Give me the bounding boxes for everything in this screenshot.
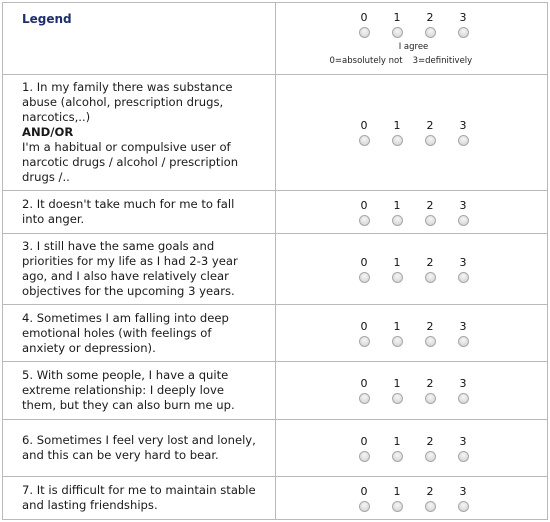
answer-scale	[275, 191, 548, 234]
legend-min-note: 0=absolutely not	[329, 56, 403, 66]
q7-radio-3[interactable]	[458, 501, 469, 512]
scale-label: 0	[360, 255, 368, 269]
question-row-5	[3, 362, 548, 420]
question-row-4	[3, 305, 548, 362]
q4-radio-3[interactable]	[458, 336, 469, 347]
scale-label-3: 3	[459, 11, 467, 24]
scale-label: 1	[393, 434, 401, 448]
question-7-text: 7. It is difficult for me to maintain stable and lasting friendships.	[3, 477, 276, 520]
q6-radio-1[interactable]	[392, 451, 403, 462]
answer-scale	[275, 477, 548, 520]
question-row-3	[3, 234, 548, 305]
legend-radio-3	[458, 27, 469, 38]
q4-radio-2[interactable]	[425, 336, 436, 347]
question-1-bold: AND/OR	[22, 125, 74, 139]
answer-scale	[275, 305, 548, 362]
scale-label: 0	[360, 484, 368, 498]
scale-label: 2	[426, 255, 434, 269]
q3-radio-3[interactable]	[458, 272, 469, 283]
scale-label: 3	[459, 377, 467, 390]
q4-radio-1[interactable]	[392, 336, 403, 347]
scale-label: 0	[360, 434, 368, 448]
q2-radio-1[interactable]	[392, 215, 403, 226]
q1-radio-1[interactable]	[392, 135, 403, 146]
scale-label: 2	[426, 434, 434, 448]
question-row-2	[3, 191, 548, 234]
scale-label: 3	[459, 434, 467, 448]
survey-table	[2, 2, 548, 520]
legend-radio-1	[392, 27, 403, 38]
answer-scale	[275, 75, 548, 191]
question-5-text: 5. With some people, I have a quite extreme relationship: I deeply love them, but they can also burn me up.	[3, 362, 276, 420]
legend-radio-2	[425, 27, 436, 38]
scale-label: 1	[393, 198, 401, 212]
legend-title: Legend	[3, 3, 276, 75]
question-row-7	[3, 477, 548, 520]
scale-label: 3	[459, 119, 467, 132]
q7-radio-2[interactable]	[425, 501, 436, 512]
question-text	[3, 75, 276, 191]
q4-radio-0[interactable]	[359, 336, 370, 347]
scale-label: 0	[360, 319, 368, 333]
q5-radio-1[interactable]	[392, 393, 403, 404]
q2-radio-2[interactable]	[425, 215, 436, 226]
q1-radio-0[interactable]	[359, 135, 370, 146]
answer-scale	[275, 234, 548, 305]
q6-radio-2[interactable]	[425, 451, 436, 462]
scale-label-2: 2	[426, 11, 434, 24]
scale-label: 1	[393, 319, 401, 333]
q2-radio-0[interactable]	[359, 215, 370, 226]
scale-label: 3	[459, 319, 467, 333]
q3-radio-1[interactable]	[392, 272, 403, 283]
q5-radio-3[interactable]	[458, 393, 469, 404]
question-4-text: 4. Sometimes I am falling into deep emotional holes (with feelings of anxiety or depression).	[3, 305, 276, 362]
legend-note	[276, 56, 548, 67]
q6-radio-0[interactable]	[359, 451, 370, 462]
q5-radio-0[interactable]	[359, 393, 370, 404]
scale-label: 0	[360, 119, 368, 132]
q3-radio-0[interactable]	[359, 272, 370, 283]
question-3-text: 3. I still have the same goals and priorities for my life as I had 2-3 year ago, and I also have relatively clear objectives for the upcoming 3 years.	[3, 234, 276, 305]
scale-label: 1	[393, 255, 401, 269]
scale-label: 2	[426, 319, 434, 333]
scale-label-0: 0	[360, 11, 368, 24]
question-2-text: 2. It doesn't take much for me to fall into anger.	[3, 191, 276, 234]
scale-label: 1	[393, 484, 401, 498]
legend-radio-0	[359, 27, 370, 38]
legend-row	[3, 3, 548, 75]
question-6-text: 6. Sometimes I feel very lost and lonely, and this can be very hard to bear.	[3, 420, 276, 477]
answer-scale	[275, 362, 548, 420]
q7-radio-1[interactable]	[392, 501, 403, 512]
answer-scale	[275, 420, 548, 477]
scale-label: 2	[426, 377, 434, 390]
q7-radio-0[interactable]	[359, 501, 370, 512]
scale-label: 2	[426, 119, 434, 132]
q1-radio-2[interactable]	[425, 135, 436, 146]
scale-label: 3	[459, 255, 467, 269]
scale-label: 1	[393, 119, 401, 132]
legend-max-note: 3=definitively	[412, 56, 473, 66]
q2-radio-3[interactable]	[458, 215, 469, 226]
scale-label: 3	[459, 198, 467, 212]
scale-label: 1	[393, 377, 401, 390]
scale-label-1: 1	[393, 11, 401, 24]
scale-label: 2	[426, 198, 434, 212]
scale-label: 0	[360, 377, 368, 390]
q1-radio-3[interactable]	[458, 135, 469, 146]
question-1-text-continued: I'm a habitual or compulsive user of narcotic drugs / alcohol / prescription drugs /..	[22, 140, 239, 184]
scale-label: 3	[459, 484, 467, 498]
question-1-text: 1. In my family there was substance abuse (alcohol, prescription drugs, narcotics,..)	[22, 80, 233, 124]
question-row-1	[3, 75, 548, 191]
q6-radio-3[interactable]	[458, 451, 469, 462]
agree-label: I agree	[398, 42, 429, 52]
scale-label: 0	[360, 198, 368, 212]
q5-radio-2[interactable]	[425, 393, 436, 404]
q3-radio-2[interactable]	[425, 272, 436, 283]
question-row-6	[3, 420, 548, 477]
scale-label: 2	[426, 484, 434, 498]
legend-scale	[275, 3, 548, 75]
